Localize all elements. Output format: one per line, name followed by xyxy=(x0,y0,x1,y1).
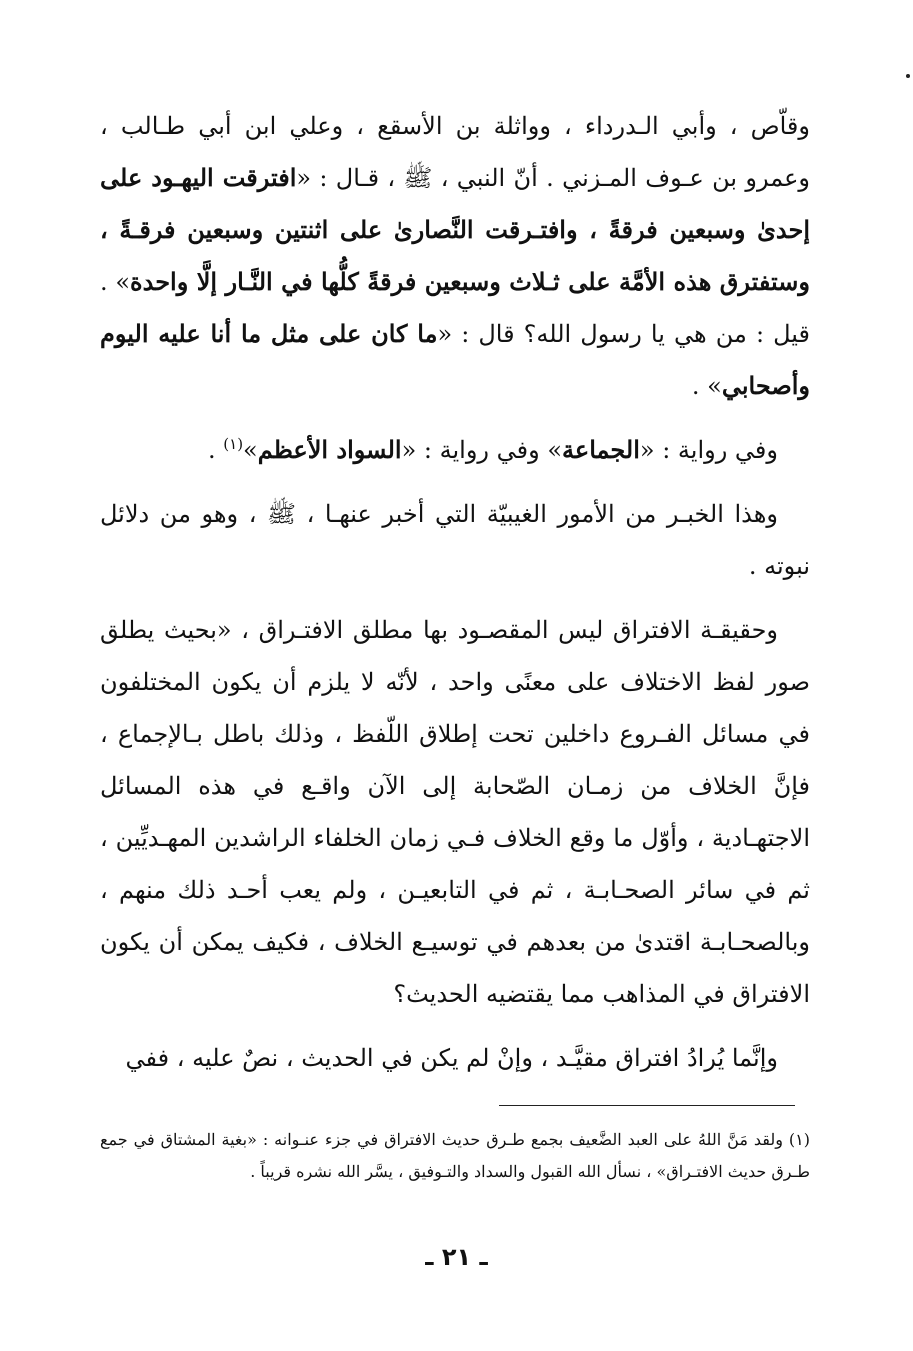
answer-text: ما كان على مثل ما أنا عليه اليوم وأصحابي xyxy=(100,319,810,400)
closing-quote: » . xyxy=(691,372,722,400)
question-text: » . قيل : من هي يا رسول الله؟ قال : « xyxy=(100,268,810,348)
hadith-text: افترقت اليهـود على إحدىٰ وسبعين فرقةً ، وافتـرقت النَّصارىٰ على اثنتين وسبعين فرقـةً ، وستفترق هذه الأمَّة على ثـلاث وسبعين فرقةً كلُّها في النَّـار إلَّا واحدة xyxy=(100,163,810,296)
page-number: ـ ٢١ ـ xyxy=(425,1243,488,1271)
narration-intro: وفي رواية : « xyxy=(639,436,778,464)
hadith-intro: وقاّص ، وأبي الـدرداء ، وواثلة بن الأسقع ، وعلي ابن أبي طـالب ، وعمرو بن عـوف المـزني . أنّ النبي ، ﷺ ، قـال : « xyxy=(100,112,811,192)
narration-middle: » وفي رواية : « xyxy=(401,436,563,464)
footnote: (١) ولقد مَنَّ اللهُ على العبد الضَّعيف بجمع طـرق حديث الافتراق في جزء عنـوانه : «بغية المشتاق في جمع طـرق حديث الافتـراق» ، نسأل الله القبول والسداد والتـوفيق ، يسَّر الله نشره قريباً . xyxy=(100,1130,810,1181)
paragraph-restricted-division: وإنَّما يُرادُ افتراق مقيَّـد ، وإنْ لم يكن في الحديث ، نصٌ عليه ، ففي xyxy=(125,1044,778,1072)
narration-close: » xyxy=(243,436,258,464)
narration-jamaah: الجماعة xyxy=(562,435,640,464)
main-text xyxy=(100,100,810,1084)
footnote-separator xyxy=(499,1105,795,1106)
paragraph-narrations xyxy=(100,424,810,476)
narration-sawad: السواد الأعظم xyxy=(257,435,402,464)
margin-dot xyxy=(906,74,910,78)
paragraph-prophecy: وهذا الخبـر من الأمور الغيبيّة التي أخبر عنهـا ، ﷺ ، وهو من دلائل نبوته . xyxy=(100,500,810,580)
footnote-marker: (١) xyxy=(223,435,244,453)
paragraph-reality-of-division: وحقيقـة الافتراق ليس المقصـود بها مطلق الافتـراق ، «بحيث يطلق صور لفظ الاختلاف على معنًى واحد ، لأنّه لا يلزم أن يكون المختلفون في مسائل الفـروع داخلين تحت إطلاق اللّفظ ، وذلك باطل بـالإجماع ، فإنَّ الخلاف من زمـان الصّحابة إلى الآن واقـع في هذه المسائل الاجتهـادية ، وأوّل ما وقع الخلاف فـي زمان الخلفاء الراشدين المهـديِّين ، ثم في سائر الصحـابـة ، ثم في التابعيـن ، ولم يعب أحـد ذلك منهم ، وبالصحـابـة اقتدىٰ من بعدهم في توسيـع الخلاف ، فكيف يمكن أن يكون الافتراق في المذاهب مما يقتضيه الحديث؟ xyxy=(100,616,810,1008)
narration-period: . xyxy=(208,436,224,464)
paragraph-hadith xyxy=(100,100,810,412)
